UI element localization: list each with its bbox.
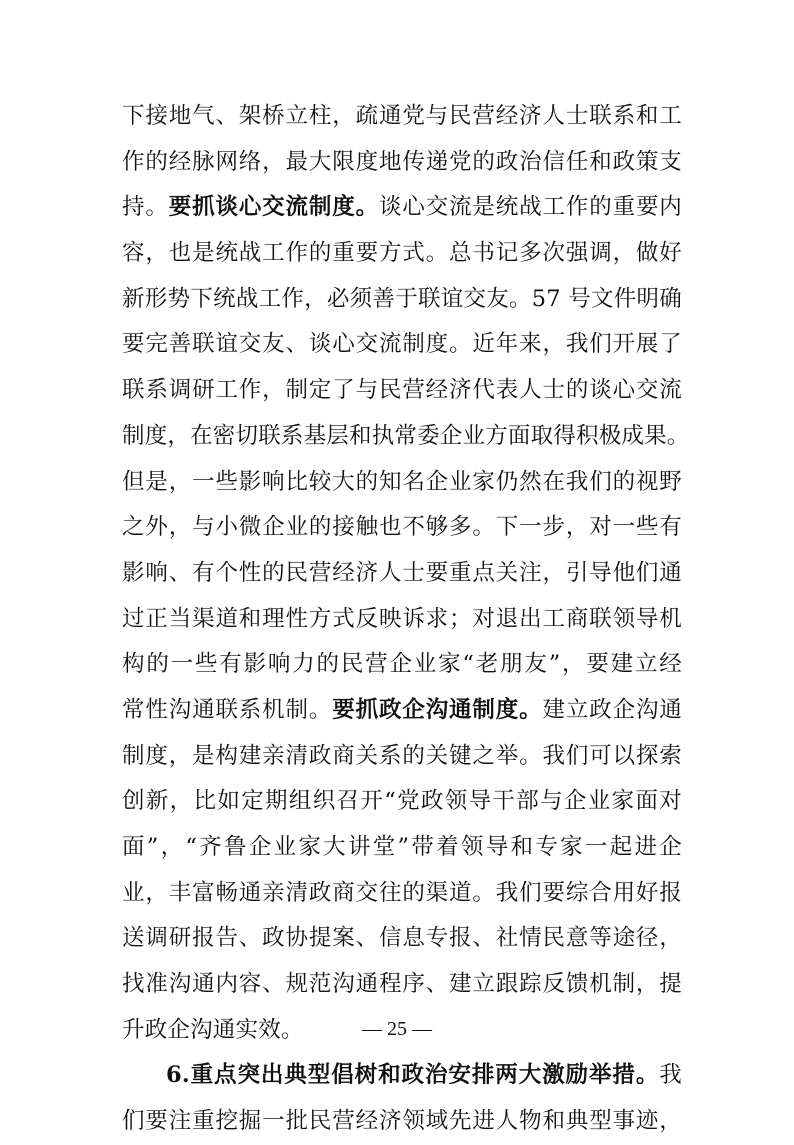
- text-run: 送调研报告、政协提案、信息专报、社情民意等途径，: [122, 925, 682, 952]
- text-line: [122, 597, 682, 643]
- text-run: 持。: [122, 194, 169, 221]
- text-run: 面”，“齐鲁企业家大讲堂”带着领导和专家一起进企: [122, 834, 682, 860]
- text-run: 创新，比如定期组织召开“党政领导干部与企业家面对: [122, 788, 682, 815]
- text-line: [122, 916, 682, 962]
- text-line: [122, 414, 690, 460]
- text-run: 业，丰富畅通亲清政商交往的渠道。我们要综合用好报: [122, 879, 682, 906]
- text-run: 要完善联谊交友、谈心交流制度。近年来，我们开展了: [122, 331, 682, 358]
- text-run: 影响、有个性的民营经济人士要重点关注，引导他们通: [122, 559, 682, 586]
- text-run: 构的一些有影响力的民营企业家“老朋友”，要建立经: [122, 651, 682, 678]
- text-run: 作的经脉网络，最大限度地传递党的政治信任和政策支: [122, 148, 682, 175]
- text-line: [122, 322, 682, 368]
- text-run: 升政企沟通实效。: [122, 1016, 304, 1043]
- text-line: [122, 825, 682, 871]
- text-run: 新形势下统战工作，必须善于联谊交友。57 号文件明确: [122, 285, 682, 312]
- bold-heading-phrase: 要抓政企沟通制度。: [332, 696, 543, 723]
- text-run: 联系调研工作，制定了与民营经济代表人士的谈心交流: [122, 377, 682, 404]
- text-line: [122, 551, 682, 597]
- text-run: 过正当渠道和理性方式反映诉求；对退出工商联领导机: [122, 605, 682, 632]
- text-line: [122, 871, 682, 917]
- text-run: 下接地气、架桥立柱，疏通党与民营经济人士联系和工: [122, 103, 682, 129]
- text-line: [122, 642, 682, 688]
- text-run: 找准沟通内容、规范沟通程序、建立跟踪反馈机制，提: [122, 971, 682, 998]
- text-line: [122, 734, 682, 780]
- text-line: [122, 1053, 682, 1099]
- text-line: [122, 94, 682, 140]
- text-line: [122, 505, 682, 551]
- text-run: 制度，在密切联系基层和执常委企业方面取得积极成果。: [122, 422, 690, 449]
- text-line: [122, 962, 682, 1008]
- text-line: [122, 231, 682, 277]
- text-line: [122, 688, 682, 734]
- document-body: [122, 94, 690, 1145]
- text-run: 制度，是构建亲清政商关系的关键之举。我们可以探索: [122, 742, 682, 769]
- text-line: [122, 779, 682, 825]
- paragraph-text: [122, 94, 690, 1145]
- text-line: [122, 460, 682, 506]
- text-line: [122, 1099, 682, 1145]
- page-number: — 25 —: [362, 1018, 432, 1040]
- text-line: [122, 185, 682, 231]
- text-run: 谈心交流是统战工作的重要内: [378, 194, 683, 221]
- text-run: 容，也是统战工作的重要方式。总书记多次强调，做好: [122, 240, 682, 267]
- text-line: [122, 368, 682, 414]
- text-run: 常性沟通联系机制。: [122, 696, 333, 723]
- bold-heading-phrase: 要抓谈心交流制度。: [168, 194, 379, 221]
- bold-heading-phrase: 6.重点突出典型倡树和政治安排两大激励举措。: [166, 1062, 660, 1089]
- text-run: 但是，一些影响比较大的知名企业家仍然在我们的视野: [122, 468, 682, 495]
- text-line: [122, 140, 682, 186]
- text-run: 之外，与小微企业的接触也不够多。下一步，对一些有: [122, 514, 682, 541]
- text-run: 们要注重挖掘一批民营经济领域先进人物和典型事迹，: [122, 1108, 682, 1135]
- text-run: 建立政企沟通: [542, 696, 682, 723]
- text-line: [122, 277, 682, 323]
- text-run: 我: [659, 1062, 682, 1089]
